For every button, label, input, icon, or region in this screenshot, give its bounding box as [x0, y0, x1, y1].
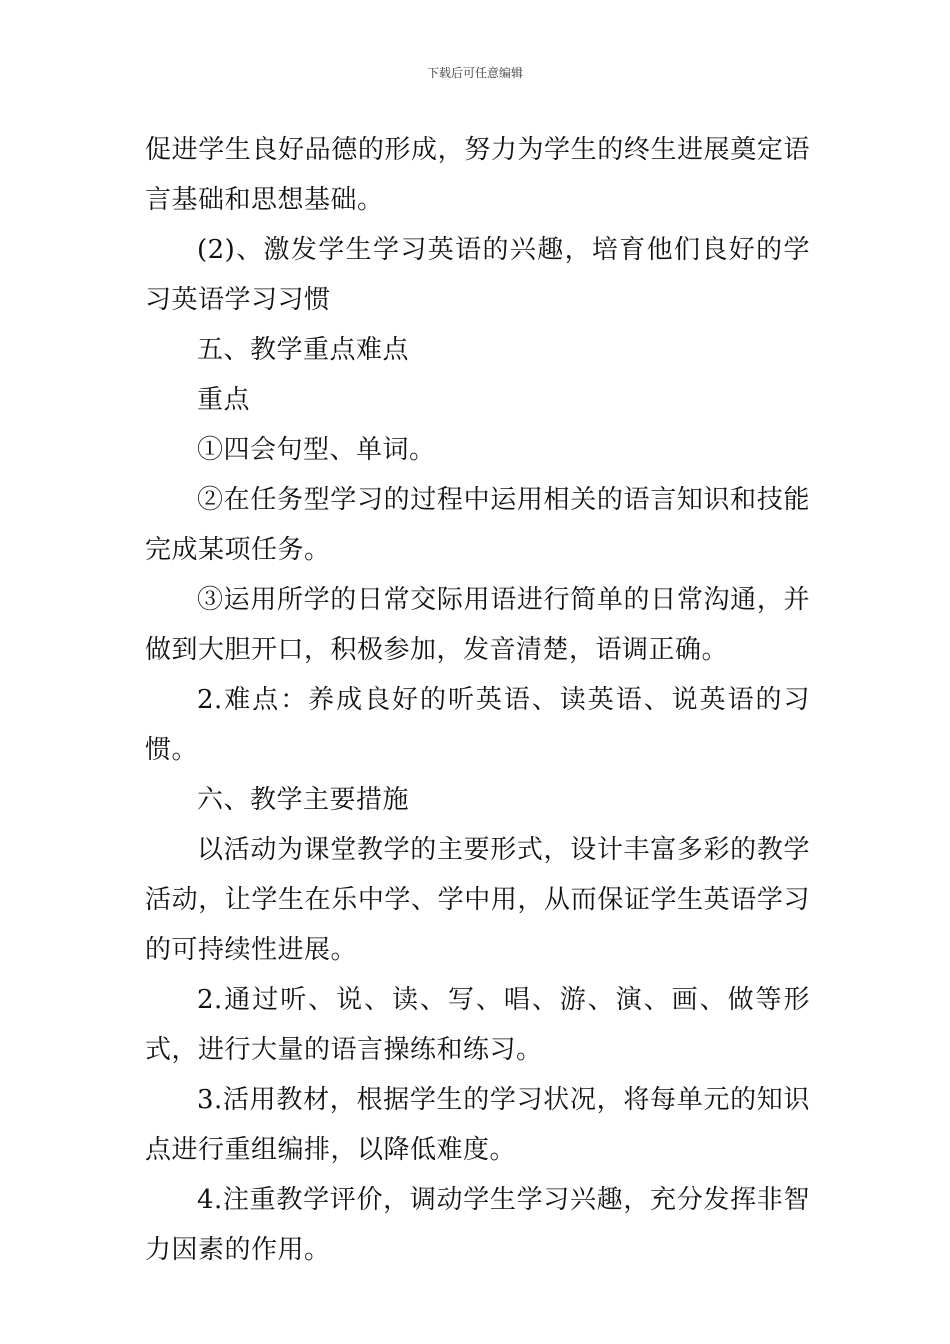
subheading-key-points: 重点 [197, 385, 251, 415]
paragraph-1: 促进学生良好品德的形成，努力为学生的终生进展奠定语言基础和思想基础。 [145, 135, 810, 215]
measure-1: 以活动为课堂教学的主要形式，设计丰富多彩的教学活动，让学生在乐中学、学中用，从而保证学生英语学习的可持续性进展。 [145, 835, 810, 965]
section-heading-6: 六、教学主要措施 [197, 785, 410, 815]
difficult-points: 2.难点：养成良好的听英语、读英语、说英语的习惯。 [145, 685, 810, 765]
list-item-3: ③运用所学的日常交际用语进行简单的日常沟通，并做到大胆开口，积极参加，发音清楚，语调正确。 [145, 585, 810, 665]
list-item-2: ②在任务型学习的过程中运用相关的语言知识和技能完成某项任务。 [145, 485, 810, 565]
measure-4: 4.注重教学评价，调动学生学习兴趣，充分发挥非智力因素的作用。 [145, 1185, 810, 1265]
measure-3: 3.活用教材，根据学生的学习状况，将每单元的知识点进行重组编排，以降低难度。 [145, 1085, 810, 1165]
document-body [145, 125, 810, 1275]
measure-2: 2.通过听、说、读、写、唱、游、演、画、做等形式，进行大量的语言操练和练习。 [145, 985, 810, 1065]
page-header: 下载后可任意编辑 [426, 66, 523, 80]
paragraph-2: (2)、激发学生学习英语的兴趣，培育他们良好的学习英语学习习惯 [145, 235, 810, 315]
list-item-1: ①四会句型、单词。 [197, 435, 436, 465]
section-heading-5: 五、教学重点难点 [197, 335, 410, 365]
